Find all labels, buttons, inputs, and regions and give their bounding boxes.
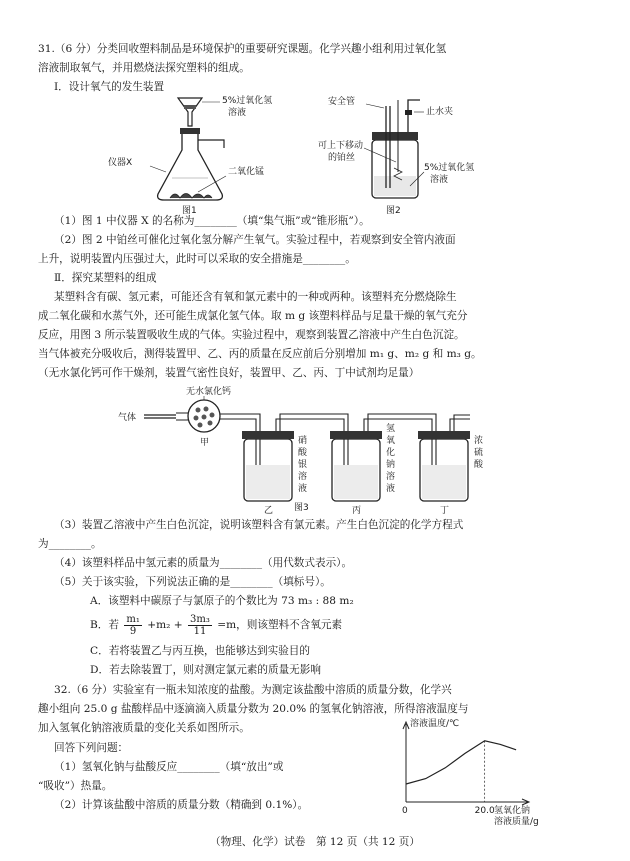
svg-text:液: 液 bbox=[386, 484, 396, 494]
svg-text:氢: 氢 bbox=[386, 424, 396, 434]
q32-sub1b: “吸收”）热量。 bbox=[38, 780, 113, 792]
fig3-label-yi: 乙 bbox=[264, 506, 274, 516]
q32-sub2: （2）计算该盐酸中溶质的质量分数（精确到 0.1%）。 bbox=[54, 799, 309, 811]
q31-para-1: 某塑料含有碳、氢元素，可能还含有氧和氯元素中的一种或两种。该塑料充分燃烧除生 bbox=[54, 291, 457, 303]
q31-part2-title: Ⅱ．探究某塑料的组成 bbox=[54, 272, 157, 284]
q31-part1-title: Ⅰ．设计氧气的发生装置 bbox=[54, 81, 165, 93]
separatory-funnel bbox=[178, 98, 202, 126]
fig3-reagent-bing bbox=[386, 422, 395, 494]
fig2-label-clamp: 止水夹 bbox=[426, 107, 454, 117]
svg-text:银: 银 bbox=[298, 460, 308, 470]
fig2-label-wireb: 的铂丝 bbox=[328, 153, 356, 163]
svg-text:化: 化 bbox=[386, 448, 396, 458]
fig2-label-h2o2b: 溶液 bbox=[430, 175, 449, 185]
x-tick-0: 0 bbox=[402, 806, 408, 816]
q31-para-2: 成二氧化碳和水蒸气外，还可能生成氯化氢气体。取 m g 该塑料样品与足量干燥的氧气充分 bbox=[38, 310, 468, 322]
fig3-reagent-yi bbox=[298, 434, 308, 494]
conical-flask bbox=[158, 134, 223, 200]
q31-sub3a: （3）装置乙溶液中产生白色沉淀，说明该塑料含有氯元素。产生白色沉淀的化学方程式 bbox=[54, 519, 464, 531]
y-axis-label: 溶液温度/℃ bbox=[410, 719, 460, 729]
fig2-caption: 图2 bbox=[386, 206, 401, 216]
fig3-caption: 图3 bbox=[294, 503, 309, 513]
fig3-label-cacl2: 无水氯化钙 bbox=[186, 387, 232, 397]
svg-text:氧: 氧 bbox=[386, 436, 396, 446]
q31-sub3b: 为________。 bbox=[38, 538, 102, 550]
q31-sub2a: （2）图 2 中铂丝可催化过氧化氢分解产生氧气。实验过程中，若观察到安全管内液面 bbox=[54, 234, 456, 246]
svg-text:酸: 酸 bbox=[474, 460, 484, 470]
svg-text:硫: 硫 bbox=[474, 448, 484, 458]
q32-answer-intro: 回答下列问题： bbox=[54, 742, 129, 754]
fraction-m1-over-9: $\frac{\text{m₁}}{9}$ bbox=[126, 613, 140, 637]
q31-line-2: 溶液制取氧气，并用燃烧法探究塑料的组成。 bbox=[38, 62, 250, 74]
q32-line-1: 32.（6 分）实验室有一瓶未知浓度的盐酸。为测定该盐酸中溶质的质量分数，化学兴 bbox=[54, 684, 452, 696]
fig2-label-h2o2: 5%过氧化氢 bbox=[424, 163, 475, 173]
q31-sub5: （5）关于该实验，下列说法正确的是________（填标号）。 bbox=[54, 576, 331, 588]
q31-option-c: C．若将装置乙与丙互换，也能够达到实验目的 bbox=[90, 645, 310, 657]
svg-text:溶: 溶 bbox=[386, 472, 396, 482]
fig3-label-gas: 气体 bbox=[118, 413, 137, 423]
q31-para-4: 当气体被充分吸收后，测得装置甲、乙、丙的质量在反应前后分别增加 m₁ g、m₂ g 和 m₃ g。 bbox=[38, 348, 482, 360]
svg-text:浓: 浓 bbox=[474, 436, 484, 446]
fig1-caption: 图1 bbox=[182, 206, 197, 216]
fig1-label-h2o2: 5%过氧化氢 bbox=[222, 96, 273, 106]
page-footer: （物理、化学）试卷 第 12 页（共 12 页） bbox=[210, 836, 420, 848]
stopper bbox=[180, 128, 200, 134]
q32-line-3: 加入氢氧化钠溶液质量的变化关系如图所示。 bbox=[38, 722, 250, 734]
q31-sub1: （1）图 1 中仪器 X 的名称为________（填“集气瓶”或“锥形瓶”）。 bbox=[54, 215, 370, 227]
svg-text:酸: 酸 bbox=[298, 448, 308, 458]
x-tick-20: 20.0 bbox=[474, 806, 495, 816]
bottle-stopper bbox=[372, 132, 418, 140]
figure-2 bbox=[318, 92, 480, 216]
svg-text:钠: 钠 bbox=[386, 460, 396, 470]
q31-para-5: （无水氯化钙可作干燥剂，装置气密性良好，装置甲、乙、丙、丁中试剂均足量） bbox=[38, 367, 420, 379]
temperature-curve bbox=[406, 741, 516, 784]
figure-1 bbox=[108, 92, 280, 216]
fig1-label-mno2: 二氧化锰 bbox=[228, 167, 265, 177]
mno2-solid bbox=[170, 194, 212, 199]
clamp bbox=[405, 110, 412, 115]
q31-sub4: （4）该塑料样品中氢元素的质量为________（用代数式表示）。 bbox=[54, 557, 353, 569]
svg-text:溶: 溶 bbox=[298, 472, 308, 482]
q32-sub1a: （1）氢氧化钠与盐酸反应________（填“放出”或 bbox=[54, 761, 284, 773]
fig3-label-jia: 甲 bbox=[200, 438, 210, 448]
figure-3 bbox=[118, 385, 498, 515]
q31-para-3: 反应，用图 3 所示装置吸收生成的气体。实验过程中，观察到装置乙溶液中产生白色沉淀。 bbox=[38, 329, 465, 341]
fig3-label-ding: 丁 bbox=[440, 506, 450, 516]
temperature-chart bbox=[396, 716, 596, 826]
q31-option-a: A．该塑料中碳原子与氯原子的个数比为 73 m₃ : 88 m₂ bbox=[90, 595, 354, 607]
fig3-reagent-ding bbox=[474, 434, 484, 470]
fig3-label-bing: 丙 bbox=[352, 506, 362, 516]
x-axis-label-2: 溶液质量/g bbox=[494, 817, 539, 827]
fig2-label-wire: 可上下移动 bbox=[318, 141, 364, 151]
fig2-label-safety: 安全管 bbox=[328, 97, 356, 107]
x-axis-label-1: 氢氧化钠 bbox=[494, 806, 531, 816]
q31-option-d: D．若去除装置丁，则对测定氯元素的质量无影响 bbox=[90, 664, 321, 676]
fig1-label-x: 仪器X bbox=[108, 158, 133, 168]
q31-option-b: B．若 $\frac{\text{m₁}}{9}$ +m₂ + $\frac{\text{3m₃}}{11}$ =m，则该塑料不含氧元素 bbox=[90, 613, 343, 637]
q31-line-1: 31.（6 分）分类回收塑料制品是环境保护的重要研究课题。化学兴趣小组利用过氧化氢 bbox=[38, 43, 447, 55]
svg-text:液: 液 bbox=[298, 484, 308, 494]
svg-text:硝: 硝 bbox=[298, 436, 308, 446]
fig1-label-h2o2b: 溶液 bbox=[228, 108, 247, 118]
fraction-3m3-over-11: $\frac{\text{3m₃}}{11}$ bbox=[190, 613, 210, 637]
q31-sub2b: 上升，说明装置内压强过大，此时可以采取的安全措施是________。 bbox=[38, 253, 356, 265]
q32-line-2: 趣小组向 25.0 g 盐酸样品中逐滴滴入质量分数为 20.0% 的氢氧化钠溶液，所得溶液温度与 bbox=[38, 703, 469, 715]
